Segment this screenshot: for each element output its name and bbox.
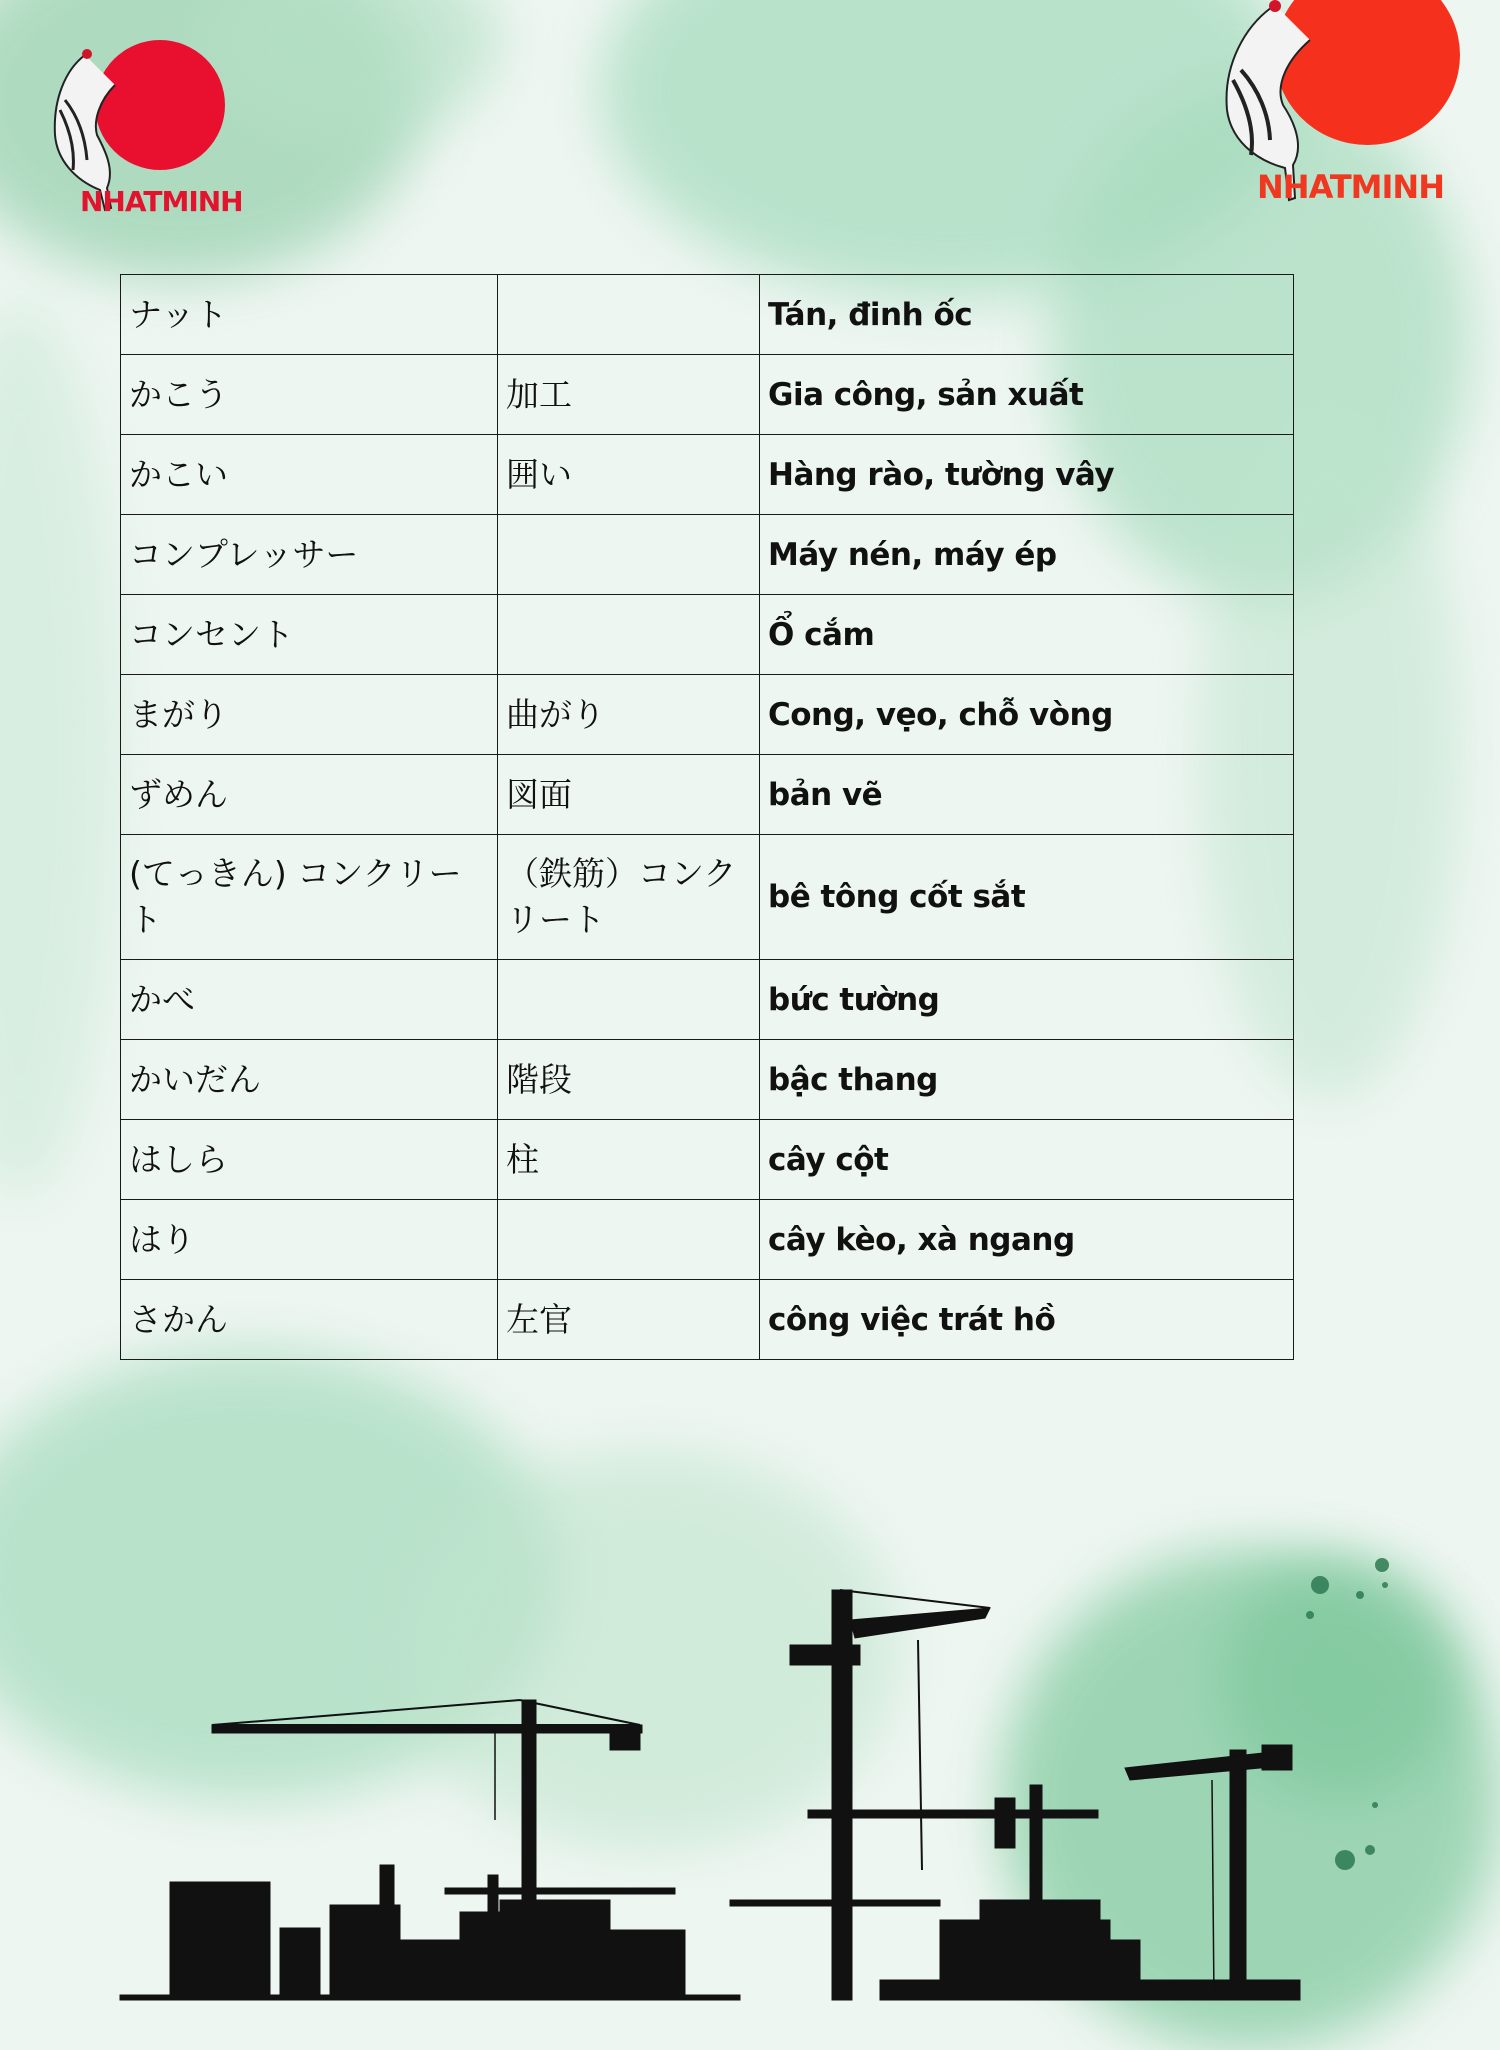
kanji-cell: 階段 bbox=[498, 1040, 760, 1120]
kanji-cell: 図面 bbox=[498, 755, 760, 835]
vocabulary-table bbox=[120, 274, 1294, 1360]
kanji-cell bbox=[498, 595, 760, 675]
kana-cell: まがり bbox=[121, 675, 498, 755]
meaning-cell: bức tường bbox=[760, 960, 1294, 1040]
kanji-cell: 曲がり bbox=[498, 675, 760, 755]
kanji-cell bbox=[498, 515, 760, 595]
kana-cell: かこい bbox=[121, 435, 498, 515]
kanji-cell bbox=[498, 960, 760, 1040]
table-row bbox=[121, 960, 1294, 1040]
meaning-cell: Ổ cắm bbox=[760, 595, 1294, 675]
table-row bbox=[121, 675, 1294, 755]
brand-name: NHATMINH bbox=[80, 185, 243, 218]
table-row bbox=[121, 355, 1294, 435]
logo-left bbox=[45, 35, 243, 230]
table-row bbox=[121, 835, 1294, 960]
meaning-cell: bậc thang bbox=[760, 1040, 1294, 1120]
kana-cell: かこう bbox=[121, 355, 498, 435]
kana-cell: かべ bbox=[121, 960, 498, 1040]
table-row bbox=[121, 435, 1294, 515]
table-row bbox=[121, 755, 1294, 835]
kana-cell: ナット bbox=[121, 275, 498, 355]
meaning-cell: cây kèo, xà ngang bbox=[760, 1200, 1294, 1280]
kana-cell: はり bbox=[121, 1200, 498, 1280]
meaning-cell: Tán, đinh ốc bbox=[760, 275, 1294, 355]
kana-cell: (てっきん) コンクリート bbox=[121, 835, 498, 960]
kana-cell: コンプレッサー bbox=[121, 515, 498, 595]
table-row bbox=[121, 1120, 1294, 1200]
brand-name: NHATMINH bbox=[1257, 168, 1444, 206]
kana-cell: かいだん bbox=[121, 1040, 498, 1120]
kana-cell: さかん bbox=[121, 1280, 498, 1360]
meaning-cell: công việc trát hồ bbox=[760, 1280, 1294, 1360]
table-row bbox=[121, 1280, 1294, 1360]
kana-cell: ずめん bbox=[121, 755, 498, 835]
table-row bbox=[121, 1040, 1294, 1120]
meaning-cell: cây cột bbox=[760, 1120, 1294, 1200]
meaning-cell: Gia công, sản xuất bbox=[760, 355, 1294, 435]
kanji-cell: 加工 bbox=[498, 355, 760, 435]
table-row bbox=[121, 595, 1294, 675]
meaning-cell: bê tông cốt sắt bbox=[760, 835, 1294, 960]
meaning-cell: bản vẽ bbox=[760, 755, 1294, 835]
kanji-cell bbox=[498, 275, 760, 355]
kanji-cell: 囲い bbox=[498, 435, 760, 515]
kana-cell: はしら bbox=[121, 1120, 498, 1200]
table-row bbox=[121, 1200, 1294, 1280]
table-row bbox=[121, 275, 1294, 355]
meaning-cell: Hàng rào, tường vây bbox=[760, 435, 1294, 515]
kana-cell: コンセント bbox=[121, 595, 498, 675]
meaning-cell: Cong, vẹo, chỗ vòng bbox=[760, 675, 1294, 755]
logo-right bbox=[1215, 0, 1444, 206]
construction-skyline-illustration bbox=[0, 1560, 1414, 2000]
kanji-cell: （鉄筋）コンクリート bbox=[498, 835, 760, 960]
kanji-cell bbox=[498, 1200, 760, 1280]
table-row bbox=[121, 515, 1294, 595]
kanji-cell: 左官 bbox=[498, 1280, 760, 1360]
meaning-cell: Máy nén, máy ép bbox=[760, 515, 1294, 595]
kanji-cell: 柱 bbox=[498, 1120, 760, 1200]
